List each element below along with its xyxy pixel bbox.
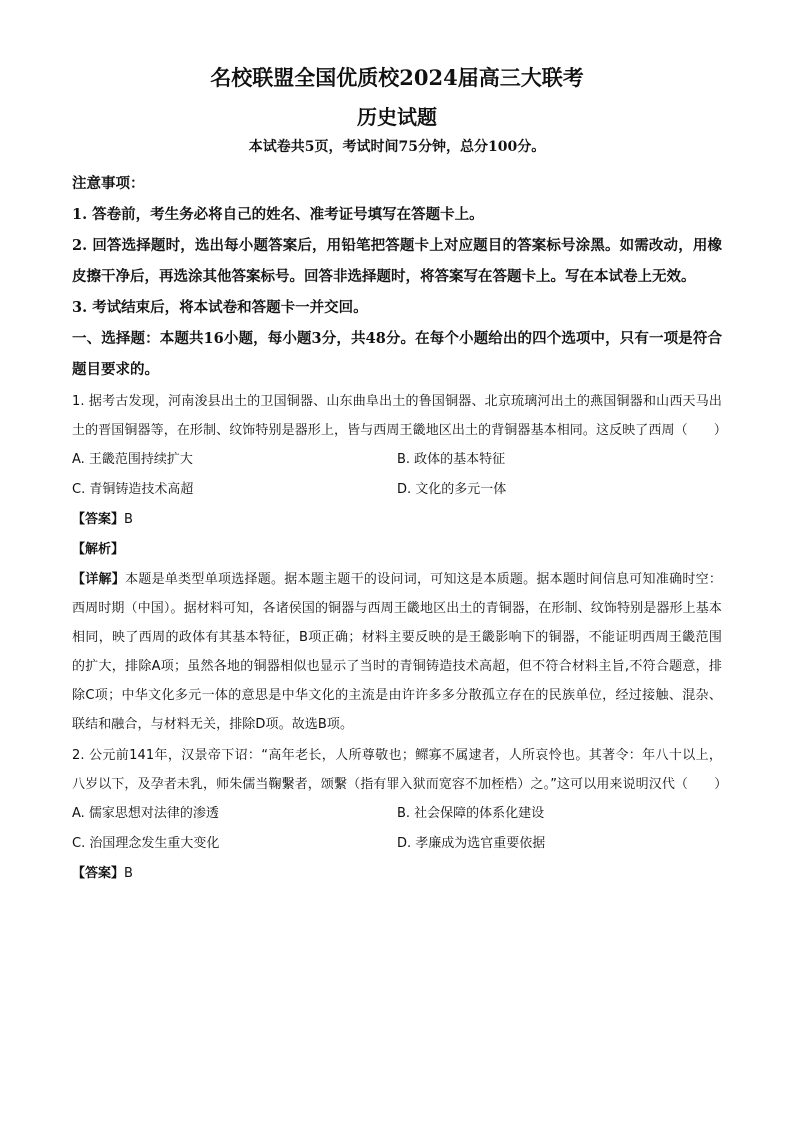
option-b: B. 社会保障的体系化建设	[397, 806, 545, 821]
question-2	[72, 741, 728, 889]
subject-title: 历史试题	[357, 105, 437, 129]
note-item-1: 1. 答卷前，考生务必将自己的姓名、准考证号填写在答题卡上。	[72, 206, 484, 223]
answer-value: B	[124, 866, 133, 881]
option-c: C. 青铜铸造技术高超	[72, 482, 194, 497]
option-d: D. 文化的多元一体	[397, 482, 507, 497]
question-stem: 1. 据考古发现，河南浚县出土的卫国铜器、山东曲阜出土的鲁国铜器、北京琉璃河出土的燕国铜器和山西天马出土的晋国铜器等，在形制、纹饰特别是器形上，皆与西周王畿地区出土的背铜器基本相同。这反映了西周（ ）	[72, 394, 728, 438]
answer-tag: 【答案】	[72, 866, 125, 881]
detail-tag: 【详解】	[72, 572, 126, 587]
analysis-line	[72, 535, 722, 565]
detail-paragraph	[72, 565, 722, 739]
analysis-tag: 【解析】	[72, 542, 125, 557]
note-item-3: 3. 考试结束后，将本试卷和答题卡一并交回。	[72, 299, 368, 316]
options-grid	[72, 799, 722, 859]
option-d: D. 孝廉成为选官重要依据	[397, 836, 546, 851]
notes-heading: 注意事项：	[72, 175, 145, 192]
option-b: B. 政体的基本特征	[397, 452, 506, 467]
answer-line	[72, 505, 722, 535]
exam-info: 本试卷共5页，考试时间75分钟，总分100分。	[248, 139, 546, 155]
detail-text: 本题是单类型单项选择题。据本题主题干的设问词，可知这是本质题。据本题时间信息可知准确时空：西周时期（中国）。据材料可知，各诸侯国的铜器与西周王畿地区出土的青铜器，在形制、纹饰特别是器形上基本相同，映了西周的政体有其基本特征，B项正确；材料主要反映的是王畿影响下的铜器，不能证明西周王畿范围的扩大，排除A项；虽然各地的铜器相似也显示了当时的青铜铸造技术高超，但不符合材料主旨,不符合题意，排除C项；中华文化多元一体的意思是中华文化的主流是由许许多多分散孤立存在的民族单位，经过接触、混杂、联结和融合，与材料无关，排除D项。故选B项。	[72, 572, 722, 732]
answer-line	[72, 859, 722, 889]
note-item-2: 2. 回答选择题时，选出每小题答案后，用铅笔把答题卡上对应题目的答案标号涂黑。如需改动，用橡皮擦干净后，再选涂其他答案标号。回答非选择题时，将答案写在答题卡上。写在本试卷上无效。	[72, 237, 722, 285]
answer-tag: 【答案】	[72, 512, 125, 527]
option-a: A. 王畿范围持续扩大	[72, 452, 193, 467]
option-a: A. 儒家思想对法律的渗透	[72, 806, 219, 821]
notes-block	[72, 168, 722, 323]
option-c: C. 治国理念发生重大变化	[72, 836, 220, 851]
section-heading: 一、选择题：本题共16小题，每小题3分，共48分。在每个小题给出的四个选项中，只有一项是符合题目要求的。	[72, 330, 722, 378]
options-grid	[72, 445, 722, 505]
question-stem: 2. 公元前141年，汉景帝下诏：“高年老长，人所尊敬也；鳏寡不属逮者，人所哀怜也。其著令：年八十以上，八岁以下，及孕者未乳，师朱儒当鞠繫者，颂繫（指有罪入狱而宽容不加桎梏）之。”这可以用来说明汉代（ ）	[72, 748, 728, 792]
question-1	[72, 387, 728, 739]
exam-title: 名校联盟全国优质校2024届高三大联考	[210, 65, 584, 90]
answer-value: B	[124, 512, 133, 527]
